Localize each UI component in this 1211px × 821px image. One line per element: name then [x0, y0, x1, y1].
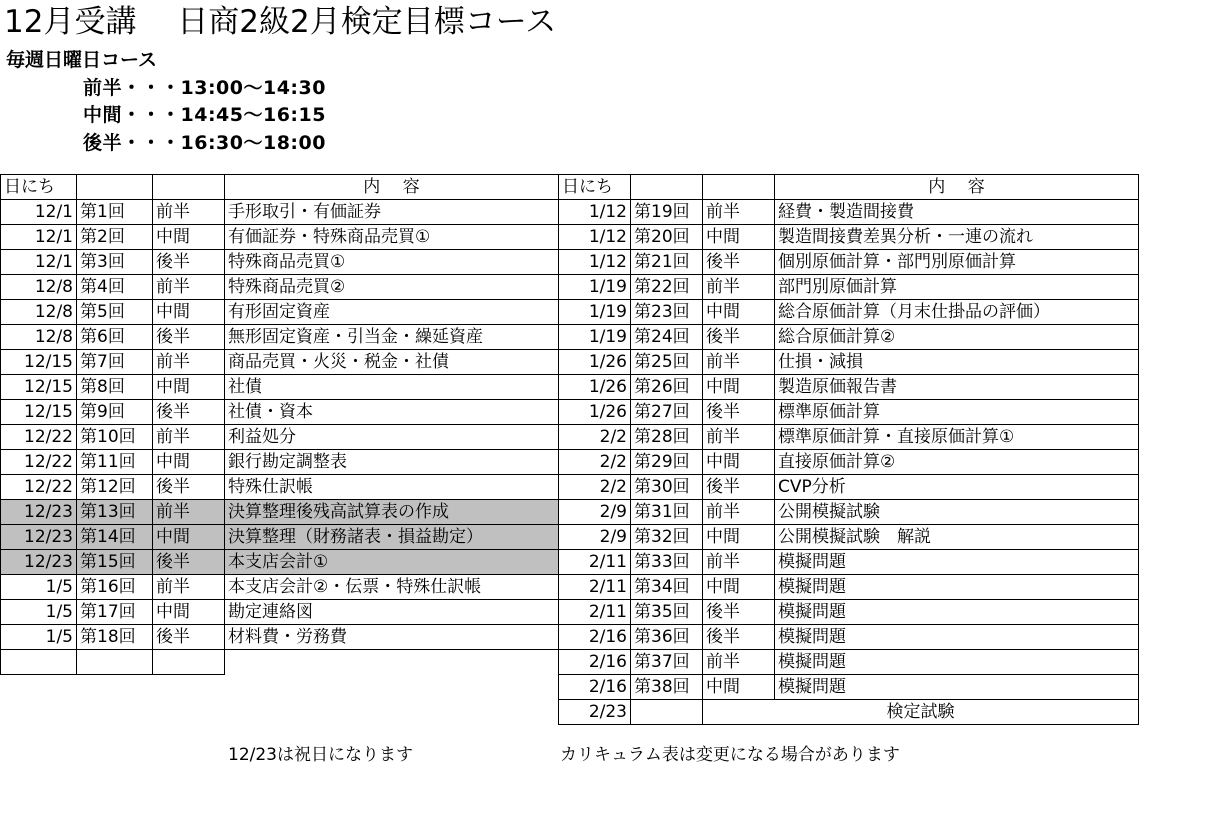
row-period: 中間: [703, 525, 775, 550]
row-content: 個別原価計算・部門別原価計算: [775, 250, 1139, 275]
row-period: 前半: [703, 200, 775, 225]
schedule-row: [1, 225, 559, 250]
row-date: 12/15: [1, 350, 77, 375]
row-period: 中間: [153, 300, 225, 325]
exam-row: [559, 700, 1139, 725]
schedule-row: [1, 500, 559, 525]
row-content: 特殊商品売買②: [225, 275, 559, 300]
row-date: 12/23: [1, 500, 77, 525]
row-content: 利益処分: [225, 425, 559, 450]
row-date: 12/1: [1, 225, 77, 250]
schedule-row: [1, 350, 559, 375]
row-period: 前半: [153, 575, 225, 600]
schedule-table-right: [558, 174, 1139, 725]
row-content: 製造原価報告書: [775, 375, 1139, 400]
row-session-number: 第24回: [631, 325, 703, 350]
row-content: 有形固定資産: [225, 300, 559, 325]
schedule-row: [559, 475, 1139, 500]
schedule-row: [559, 375, 1139, 400]
row-period: 後半: [703, 600, 775, 625]
row-period: 中間: [703, 450, 775, 475]
period-column-header: [703, 175, 775, 200]
row-date: 12/8: [1, 325, 77, 350]
schedule-row: [559, 600, 1139, 625]
schedule-row: [1, 625, 559, 650]
row-date: 12/8: [1, 300, 77, 325]
row-period: 後半: [153, 325, 225, 350]
row-period: 前半: [153, 425, 225, 450]
row-period: 後半: [153, 475, 225, 500]
schedule-row: [559, 275, 1139, 300]
row-period: 前半: [703, 350, 775, 375]
schedule-row: [559, 300, 1139, 325]
schedule-row: [559, 500, 1139, 525]
row-period: 前半: [153, 350, 225, 375]
row-content: 無形固定資産・引当金・繰延資産: [225, 325, 559, 350]
row-period: 中間: [153, 600, 225, 625]
row-date: 1/26: [559, 350, 631, 375]
row-date: 12/15: [1, 375, 77, 400]
row-content: 勘定連絡図: [225, 600, 559, 625]
row-session-number: 第16回: [77, 575, 153, 600]
session-time-middle: 中間・・・14:45〜16:15: [83, 104, 326, 126]
row-date: 1/12: [559, 200, 631, 225]
row-period: 後半: [153, 400, 225, 425]
schedule-row: [1, 450, 559, 475]
row-session-number: 第36回: [631, 625, 703, 650]
page-title: 12月受講 日商2級2月検定目標コース: [4, 4, 557, 40]
schedule-row: [1, 375, 559, 400]
exam-date: 2/23: [559, 700, 631, 725]
row-content: 有価証券・特殊商品売買①: [225, 225, 559, 250]
row-date: 1/26: [559, 375, 631, 400]
row-date: 1/12: [559, 225, 631, 250]
row-session-number: 第9回: [77, 400, 153, 425]
row-period: 中間: [153, 525, 225, 550]
row-date: 1/19: [559, 300, 631, 325]
schedule-row: [559, 525, 1139, 550]
exam-number: [631, 700, 703, 725]
row-session-number: 第14回: [77, 525, 153, 550]
row-content: 社債・資本: [225, 400, 559, 425]
row-session-number: 第6回: [77, 325, 153, 350]
row-session-number: 第38回: [631, 675, 703, 700]
row-date: 1/19: [559, 325, 631, 350]
row-content: 材料費・労務費: [225, 625, 559, 650]
date-column-header: 日にち: [1, 175, 77, 200]
empty-cell: [77, 650, 153, 675]
row-content: 本支店会計①: [225, 550, 559, 575]
row-content: 総合原価計算②: [775, 325, 1139, 350]
row-date: 1/19: [559, 275, 631, 300]
content-column-header: 内 容: [775, 175, 1139, 200]
row-session-number: 第5回: [77, 300, 153, 325]
row-date: 2/11: [559, 550, 631, 575]
schedule-row: [1, 250, 559, 275]
row-content: 手形取引・有価証券: [225, 200, 559, 225]
session-time-first: 前半・・・13:00〜14:30: [83, 77, 326, 99]
row-period: 前半: [703, 650, 775, 675]
row-period: 後半: [703, 250, 775, 275]
row-date: 12/22: [1, 475, 77, 500]
row-period: 前半: [153, 500, 225, 525]
row-date: 2/9: [559, 500, 631, 525]
row-date: 12/1: [1, 200, 77, 225]
row-content: 模擬問題: [775, 675, 1139, 700]
session-time-last: 後半・・・16:30〜18:00: [83, 132, 326, 154]
row-session-number: 第17回: [77, 600, 153, 625]
empty-cell: [225, 650, 559, 675]
row-content: 製造間接費差異分析・一連の流れ: [775, 225, 1139, 250]
schedule-row: [559, 675, 1139, 700]
row-content: 仕損・減損: [775, 350, 1139, 375]
schedule-row: [559, 575, 1139, 600]
row-session-number: 第30回: [631, 475, 703, 500]
schedule-row: [559, 425, 1139, 450]
row-session-number: 第22回: [631, 275, 703, 300]
row-date: 12/1: [1, 250, 77, 275]
row-session-number: 第12回: [77, 475, 153, 500]
row-date: 2/11: [559, 575, 631, 600]
row-session-number: 第4回: [77, 275, 153, 300]
row-date: 2/2: [559, 425, 631, 450]
row-period: 後半: [153, 625, 225, 650]
row-date: 1/5: [1, 625, 77, 650]
row-session-number: 第23回: [631, 300, 703, 325]
row-period: 前半: [153, 275, 225, 300]
row-content: 特殊商品売買①: [225, 250, 559, 275]
row-session-number: 第26回: [631, 375, 703, 400]
schedule-row: [1, 200, 559, 225]
row-period: 中間: [703, 575, 775, 600]
date-column-header: 日にち: [559, 175, 631, 200]
schedule-row: [1, 325, 559, 350]
row-session-number: 第21回: [631, 250, 703, 275]
schedule-row: [1, 475, 559, 500]
row-date: 2/16: [559, 625, 631, 650]
row-content: 模擬問題: [775, 575, 1139, 600]
schedule-row: [559, 650, 1139, 675]
row-content: 特殊仕訳帳: [225, 475, 559, 500]
row-content: 本支店会計②・伝票・特殊仕訳帳: [225, 575, 559, 600]
row-session-number: 第1回: [77, 200, 153, 225]
row-date: 1/12: [559, 250, 631, 275]
schedule-row: [559, 325, 1139, 350]
header-row: [559, 175, 1139, 200]
schedule-row: [1, 550, 559, 575]
row-period: 後半: [703, 400, 775, 425]
row-content: 経費・製造間接費: [775, 200, 1139, 225]
row-period: 前半: [703, 275, 775, 300]
row-content: 部門別原価計算: [775, 275, 1139, 300]
row-period: 前半: [703, 550, 775, 575]
row-date: 2/9: [559, 525, 631, 550]
row-content: CVP分析: [775, 475, 1139, 500]
row-period: 前半: [153, 200, 225, 225]
row-session-number: 第19回: [631, 200, 703, 225]
row-session-number: 第37回: [631, 650, 703, 675]
row-date: 12/23: [1, 525, 77, 550]
content-column-header: 内 容: [225, 175, 559, 200]
row-date: 1/5: [1, 600, 77, 625]
row-session-number: 第25回: [631, 350, 703, 375]
row-date: 12/22: [1, 450, 77, 475]
period-column-header: [153, 175, 225, 200]
row-period: 中間: [703, 300, 775, 325]
row-period: 前半: [703, 500, 775, 525]
row-session-number: 第31回: [631, 500, 703, 525]
header-row: [1, 175, 559, 200]
schedule-row: [1, 400, 559, 425]
schedule-row: [1, 600, 559, 625]
row-period: 後半: [703, 475, 775, 500]
row-content: 模擬問題: [775, 625, 1139, 650]
row-period: 後半: [703, 325, 775, 350]
row-date: 12/23: [1, 550, 77, 575]
row-session-number: 第29回: [631, 450, 703, 475]
schedule-row: [559, 550, 1139, 575]
row-period: 中間: [153, 450, 225, 475]
schedule-row: [1, 275, 559, 300]
schedule-row: [559, 200, 1139, 225]
row-content: 模擬問題: [775, 550, 1139, 575]
exam-label: 検定試験: [703, 700, 1139, 725]
empty-cell: [1, 650, 77, 675]
schedule-row: [559, 225, 1139, 250]
row-date: 12/8: [1, 275, 77, 300]
row-date: 2/16: [559, 650, 631, 675]
row-date: 12/22: [1, 425, 77, 450]
row-date: 12/15: [1, 400, 77, 425]
row-session-number: 第8回: [77, 375, 153, 400]
empty-row: [1, 650, 559, 675]
schedule-row: [1, 525, 559, 550]
row-content: 商品売買・火災・税金・社債: [225, 350, 559, 375]
row-date: 2/11: [559, 600, 631, 625]
row-session-number: 第2回: [77, 225, 153, 250]
row-period: 中間: [703, 225, 775, 250]
course-subtitle: 毎週日曜日コース: [6, 49, 158, 71]
row-session-number: 第7回: [77, 350, 153, 375]
row-session-number: 第33回: [631, 550, 703, 575]
schedule-row: [559, 450, 1139, 475]
row-period: 中間: [703, 375, 775, 400]
row-content: 総合原価計算（月末仕掛品の評価）: [775, 300, 1139, 325]
row-content: 標準原価計算・直接原価計算①: [775, 425, 1139, 450]
schedule-table-left: [0, 174, 559, 675]
row-content: 標準原価計算: [775, 400, 1139, 425]
row-date: 1/5: [1, 575, 77, 600]
row-date: 2/16: [559, 675, 631, 700]
row-period: 中間: [703, 675, 775, 700]
row-period: 中間: [153, 225, 225, 250]
row-content: 決算整理後残高試算表の作成: [225, 500, 559, 525]
row-period: 中間: [153, 375, 225, 400]
row-session-number: 第10回: [77, 425, 153, 450]
schedule-row: [1, 300, 559, 325]
schedule-row: [1, 425, 559, 450]
row-content: 公開模擬試験 解説: [775, 525, 1139, 550]
row-period: 後半: [703, 625, 775, 650]
row-content: 模擬問題: [775, 650, 1139, 675]
row-content: 決算整理（財務諸表・損益勘定）: [225, 525, 559, 550]
row-session-number: 第32回: [631, 525, 703, 550]
row-session-number: 第15回: [77, 550, 153, 575]
row-content: 模擬問題: [775, 600, 1139, 625]
schedule-row: [559, 350, 1139, 375]
row-content: 公開模擬試験: [775, 500, 1139, 525]
row-session-number: 第27回: [631, 400, 703, 425]
row-content: 社債: [225, 375, 559, 400]
row-period: 後半: [153, 550, 225, 575]
row-session-number: 第20回: [631, 225, 703, 250]
row-session-number: 第11回: [77, 450, 153, 475]
schedule-row: [559, 400, 1139, 425]
schedule-row: [1, 575, 559, 600]
row-session-number: 第34回: [631, 575, 703, 600]
row-session-number: 第28回: [631, 425, 703, 450]
row-date: 2/2: [559, 450, 631, 475]
row-date: 1/26: [559, 400, 631, 425]
schedule-row: [559, 625, 1139, 650]
number-column-header: [631, 175, 703, 200]
row-period: 前半: [703, 425, 775, 450]
row-session-number: 第3回: [77, 250, 153, 275]
empty-cell: [153, 650, 225, 675]
holiday-note: 12/23は祝日になります: [228, 745, 413, 765]
row-date: 2/2: [559, 475, 631, 500]
row-period: 後半: [153, 250, 225, 275]
row-content: 直接原価計算②: [775, 450, 1139, 475]
row-session-number: 第13回: [77, 500, 153, 525]
row-session-number: 第35回: [631, 600, 703, 625]
number-column-header: [77, 175, 153, 200]
row-session-number: 第18回: [77, 625, 153, 650]
row-content: 銀行勘定調整表: [225, 450, 559, 475]
schedule-row: [559, 250, 1139, 275]
curriculum-change-note: カリキュラム表は変更になる場合があります: [560, 745, 900, 765]
